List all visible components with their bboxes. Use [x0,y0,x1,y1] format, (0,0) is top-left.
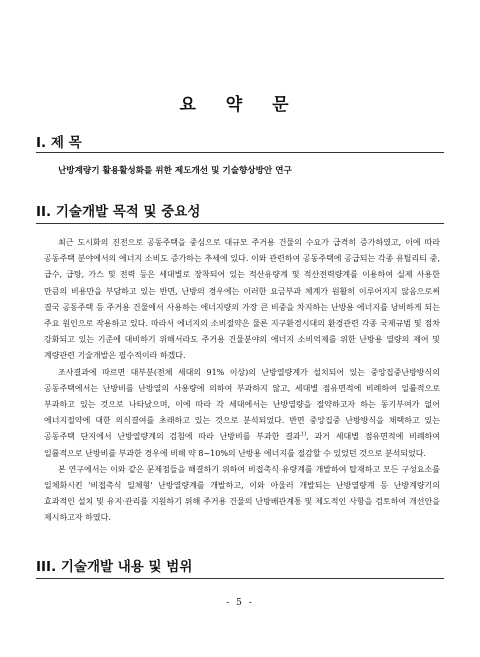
section-body [44,235,440,527]
page-title: 요 약 문 [179,95,301,115]
page-number: - 5 - [226,598,254,608]
section-heading-title: I. 제 목 [36,135,82,151]
paragraph [44,365,440,462]
footnote-mark: 1) [300,431,307,438]
paragraph: 본 연구에서는 이와 같은 문제점들을 해결하기 위하여 비접촉식 유량계를 개발하여 탑재하고 모든 구성요소를 일체화시킨 '비접촉식 일체형' 난방열량계를 개발하고, 이와 아울러 개발되는 난방열량계 등 난방계량기의 효과적인 설치 및 유지·관리를 지원하기 위해 주거용 건물의 난방배관계통 및 제도적인 사항을 검토하여 개선안을 제시하고자 하였다. [44,464,440,523]
paragraph-text: 조사결과에 따르면 대부분(전체 세대의 91% 이상)의 난방열량계가 설치되어 있는 중앙집중난방방식의 공동주택에서는 난방비를 난방열의 사용량에 의하여 부과하지 않고, 세대별 점유면적에 비례하여 일률적으로 부과하고 있는 것으로 나타났으며, 이에 따라 각 세대에서는 난방열량을 절약하고자 하는 동기부여가 없어 에너지절약에 대한 의식결여를 초래하고 있는 것으로 분석되었다. 반면 중앙집중 난방방식을 채택하고 있는 공동주택 단지에서 난방열량계의 검침에 따라 난방비를 부과한 결과 [44,367,440,442]
section-divider [36,578,444,579]
section-divider [36,152,444,153]
section-divider [36,223,444,224]
section-heading-purpose: II. 기술개발 목적 및 중요성 [36,204,201,220]
research-subject: 난방계량기 활용활성화를 위한 제도개선 및 기술향상방안 연구 [58,166,292,176]
section-heading-scope: III. 기술개발 내용 및 범위 [36,559,193,575]
paragraph: 최근 도시화의 진전으로 공동주택을 중심으로 대규모 주거용 건물의 수요가 급격히 증가하였고, 이에 따라 공동주택 분야에서의 에너지 소비도 증가하는 추세에 있다. 이와 관련하여 공동주택에 공급되는 각종 유틸리티 중, 급수, 급탕, 가스 및 전력 등은 세대별로 장착되어 있는 적산유량계 및 적산전력량계를 이용하여 실제 사용한 만큼의 비용만을 부담하고 있는 반면, 난방의 경우에는 이러한 요금부과 체계가 원활히 이루어지지 않음으로써 결국 공동주택 등 주거용 건물에서 사용하는 에너지량의 가장 큰 비중을 차지하는 난방용 에너지를 낭비하게 되는 주요 원인으로 작용하고 있다. 따라서 에너지의 소비절약은 물론 지구환경시대의 환경관련 각종 국제규범 및 점차 강화되고 있는 기준에 대비하기 위해서라도 주거용 건물분야의 에너지 소비억제를 위한 난방용 열량의 제어 및 계량관련 기술개발은 필수적이라 하겠다. [44,238,440,361]
paragraph-text: , 과거 세대별 점유면적에 비례하여 일률적으로 난방비를 부과한 경우에 비해 약 8~10%의 난방용 에너지를 절감할 수 있었던 것으로 분석되었다. [44,432,441,458]
